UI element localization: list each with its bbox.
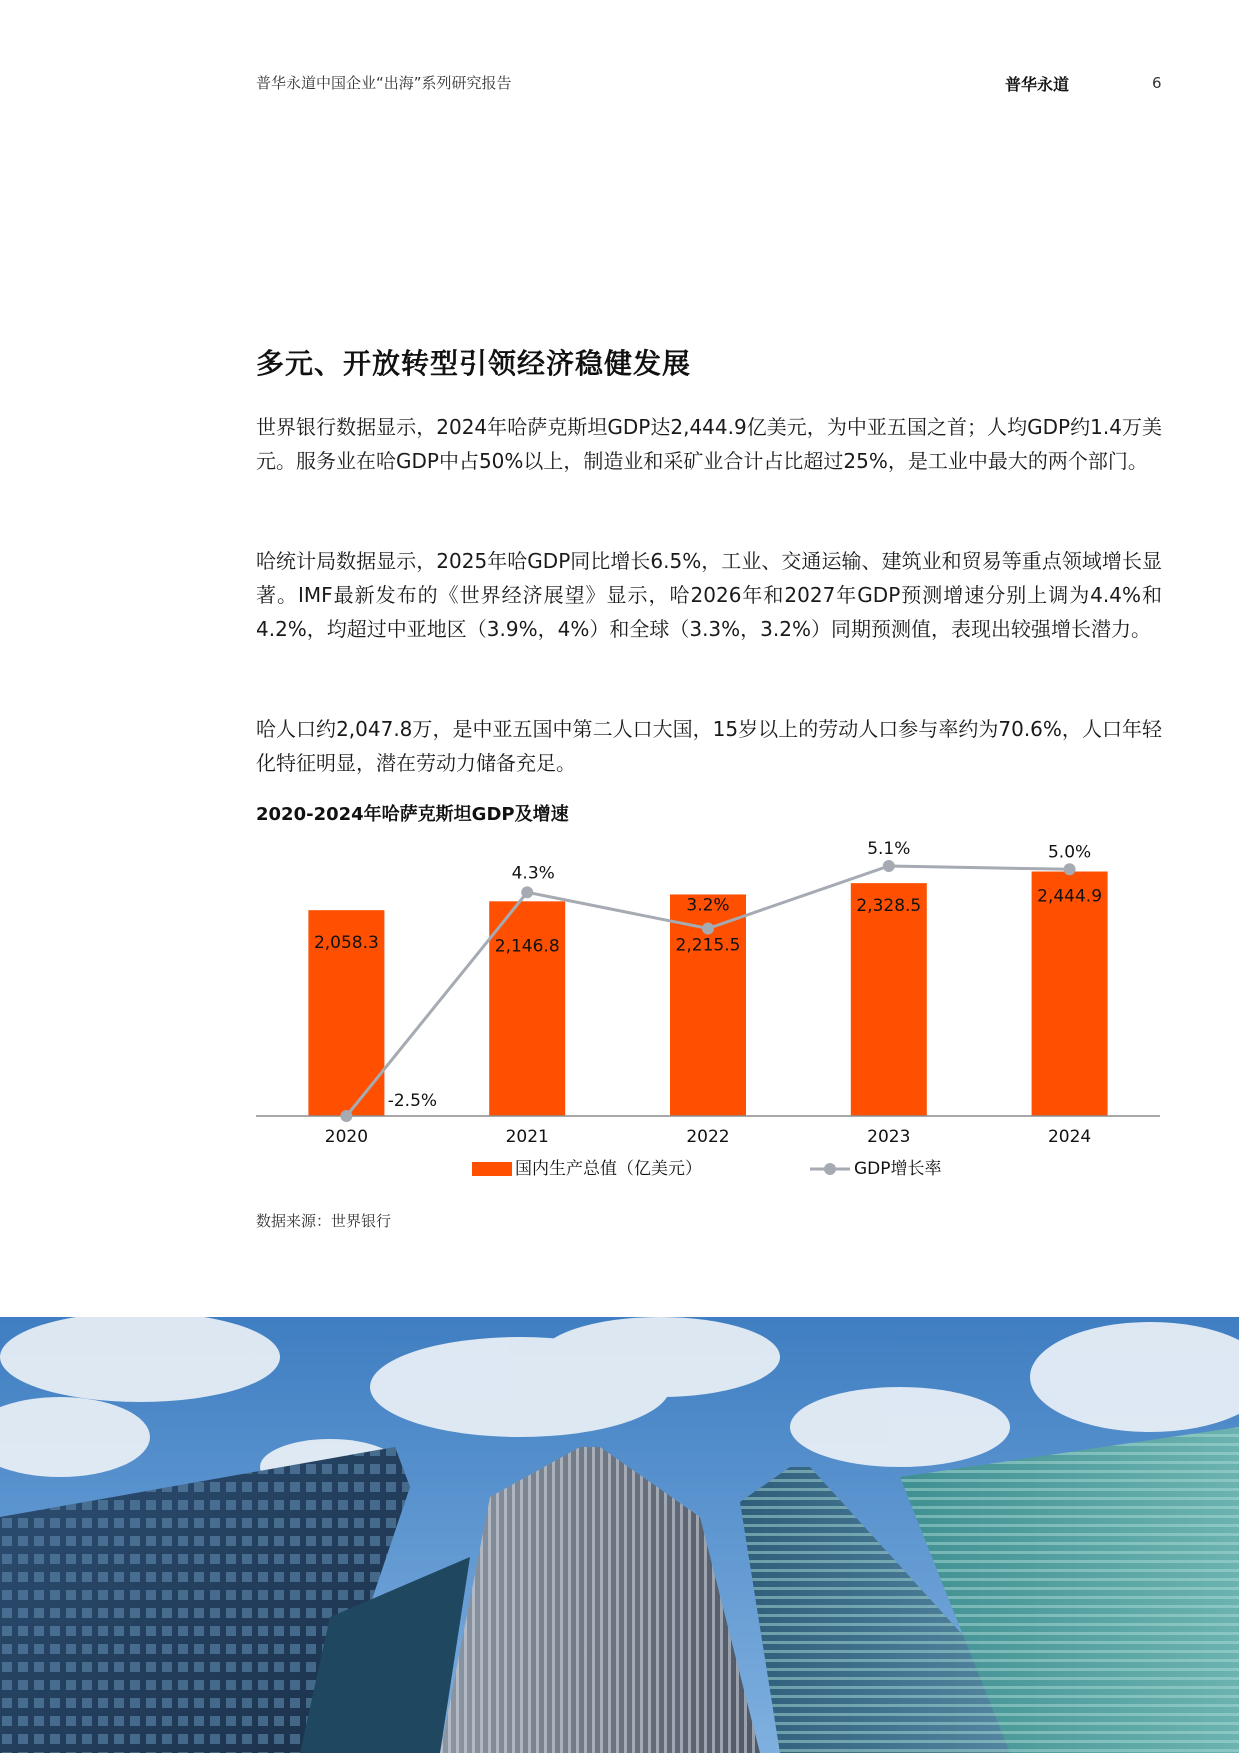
- growth-label-2020: -2.5%: [387, 1091, 438, 1111]
- x-tick-label-2021: 2021: [505, 1127, 549, 1147]
- growth-point-2023: [883, 860, 895, 872]
- x-tick-label-2024: 2024: [1047, 1127, 1092, 1147]
- legend-label-growth: GDP增长率: [854, 1159, 942, 1179]
- growth-point-2021: [521, 886, 533, 898]
- growth-label-2024: 5.0%: [1047, 842, 1092, 863]
- growth-point-2022: [702, 923, 714, 935]
- legend-swatch-gdp: [472, 1162, 512, 1176]
- skyscraper-photo: [0, 1317, 1239, 1753]
- growth-label-2021: 4.3%: [511, 863, 555, 884]
- legend-marker-growth: [824, 1163, 836, 1175]
- bar-2021: [489, 901, 565, 1116]
- bar-2023: [851, 883, 927, 1116]
- bar-2024: [1032, 872, 1108, 1116]
- chart-title: 2020-2024年哈萨克斯坦GDP及增速: [256, 804, 569, 825]
- legend-label-gdp: 国内生产总值（亿美元）: [515, 1159, 702, 1179]
- source-note: 数据来源：世界银行: [256, 1212, 392, 1230]
- growth-point-2024: [1064, 863, 1076, 875]
- growth-label-2023: 5.1%: [867, 839, 911, 859]
- paragraph-gdp-growth: 哈统计局数据显示，2025年哈GDP同比增长6.5%，工业、交通运输、建筑业和贸易等重点领域增长显著。IMF最新发布的《世界经济展望》显示，哈2026年和2027年GDP预测增速分别上调为4.4%和4.2%，均超过中亚地区（3.9%，4%）和全球（3.3%，3.2%）同期预测值，表现出较强增长潜力。: [256, 549, 1162, 641]
- bar-value-label-2020: 2,058.3: [313, 933, 379, 954]
- x-tick-label-2020: 2020: [324, 1127, 369, 1147]
- bar-value-label-2023: 2,328.5: [856, 896, 922, 917]
- bar-value-label-2024: 2,444.9: [1037, 886, 1103, 907]
- x-tick-label-2023: 2023: [867, 1127, 911, 1147]
- report-title: 普华永道中国企业“出海”系列研究报告: [256, 74, 512, 92]
- growth-point-2020: [340, 1110, 352, 1122]
- gdp-chart: [250, 830, 1170, 1200]
- growth-label-2022: 3.2%: [686, 895, 730, 916]
- paragraph-population: 哈人口约2,047.8万，是中亚五国中第二人口大国，15岁以上的劳动人口参与率约为70.6%，人口年轻化特征明显，潜在劳动力储备充足。: [256, 717, 1162, 775]
- brand-name: 普华永道: [1005, 75, 1070, 94]
- bar-value-label-2022: 2,215.5: [675, 935, 741, 956]
- section-title: 多元、开放转型引领经济稳健发展: [256, 347, 692, 380]
- bar-value-label-2021: 2,146.8: [494, 936, 560, 957]
- paragraph-gdp-overview: 世界银行数据显示，2024年哈萨克斯坦GDP达2,444.9亿美元，为中亚五国之首；人均GDP约1.4万美元。服务业在哈GDP中占50%以上，制造业和采矿业合计占比超过25%，是工业中最大的两个部门。: [256, 415, 1162, 473]
- x-tick-label-2022: 2022: [686, 1127, 730, 1147]
- page-number: 6: [1152, 74, 1162, 92]
